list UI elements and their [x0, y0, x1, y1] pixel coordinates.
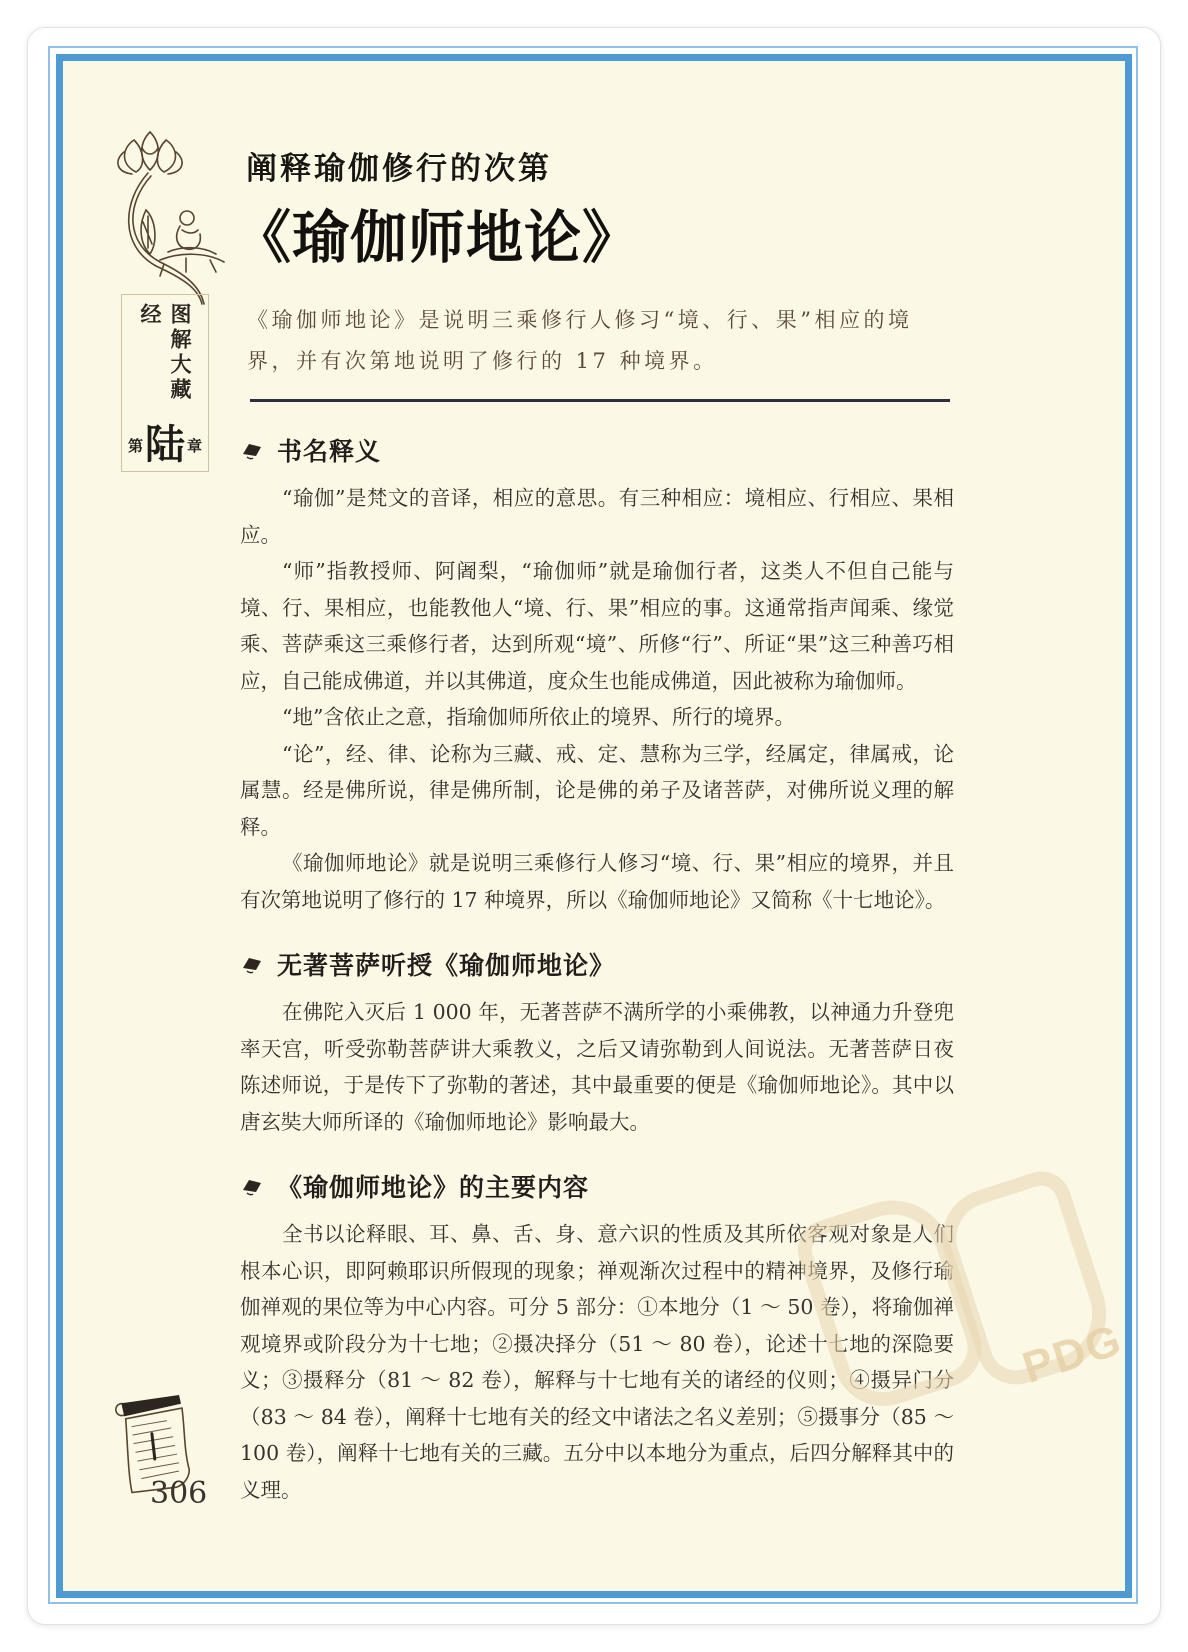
section-heading-2	[240, 946, 954, 982]
section-heading-1	[240, 432, 954, 468]
intro-blurb: 《瑜伽师地论》是说明三乘修行人修习“境、行、果”相应的境界，并有次第地说明了修行的 17 种境界。	[247, 308, 913, 373]
series-title: 图解大藏经	[138, 303, 193, 403]
body-paragraph: “瑜伽”是梵文的音译，相应的意思。有三种相应：境相应、行相应、果相应。	[240, 486, 954, 547]
page-subtitle: 阐释瑜伽修行的次第	[246, 151, 552, 186]
section-heading-label: 书名释义	[277, 438, 382, 466]
body-paragraph: 在佛陀入灭后 1 000 年，无著菩萨不满所学的小乘佛教，以神通力升登兜率天宫，听受弥勒菩萨讲大乘教义，之后又请弥勒到人间说法。无著菩萨日夜陈述师说，于是传下了弥勒的著述，其中最重要的便是《瑜伽师地论》。其中以唐玄奘大师所译的《瑜伽师地论》影响最大。	[240, 1000, 954, 1134]
chapter-prefix: 第	[127, 436, 143, 455]
lotus-illustration-icon	[90, 118, 238, 308]
intro-divider	[250, 399, 950, 402]
page-title: 《瑜伽师地论》	[234, 204, 640, 271]
section-heading-label: 无著菩萨听授《瑜伽师地论》	[277, 952, 616, 980]
body-paragraph: “地”含依止之意，指瑜伽师所依止的境界、所行的境界。	[282, 705, 795, 729]
page-number: 306	[150, 1476, 208, 1511]
body-paragraph: 全书以论释眼、耳、鼻、舌、身、意六识的性质及其所依客观对象是人们根本心识，即阿赖耶识所假现的现象；禅观渐次过程中的精神境界，及修行瑜伽禅观的果位等为中心内容。可分 5 部分：①本地分（1 ～ 50 卷），将瑜伽禅观境界或阶段分为十七地；②摄决择分（51 ～ 80 卷），论述十七地的深隐要义；③摄释分（81 ～ 82 卷），解释与十七地有关的诸经的仪则；④摄异门分（83 ～ 84 卷），阐释十七地有关的经文中诸法之名义差别；⑤摄事分（85 ～ 100 卷），阐释十七地有关的三藏。五分中以本地分为重点，后四分解释其中的义理。	[240, 1222, 954, 1502]
sidebar-label-box	[121, 294, 209, 472]
chapter-suffix: 章	[187, 436, 203, 455]
body-paragraph: “论”，经、律、论称为三藏、戒、定、慧称为三学，经属定，律属戒，论属慧。经是佛所说，律是佛所制，论是佛的弟子及诸菩萨，对佛所说义理的解释。	[240, 741, 954, 839]
body-paragraph: “师”指教授师、阿阇梨，“瑜伽师”就是瑜伽行者，这类人不但自己能与境、行、果相应，也能教他人“境、行、果”相应的事。这通常指声闻乘、缘觉乘、菩萨乘这三乘修行者，达到所观“境”、所修“行”、所证“果”这三种善巧相应，自己能成佛道，并以其佛道，度众生也能成佛道，因此被称为瑜伽师。	[240, 559, 954, 693]
body-paragraph: 《瑜伽师地论》就是说明三乘修行人修习“境、行、果”相应的境界，并且有次第地说明了修行的 17 种境界，所以《瑜伽师地论》又简称《十七地论》。	[240, 851, 954, 912]
ink-stone-icon	[240, 955, 264, 975]
ink-stone-icon	[240, 441, 264, 461]
section-heading-3	[240, 1168, 954, 1204]
watermark-text: PDG	[1016, 1314, 1129, 1393]
chapter-label	[127, 421, 203, 468]
main-text-column	[240, 432, 954, 1508]
section-heading-label: 《瑜伽师地论》的主要内容	[277, 1174, 590, 1202]
chapter-number: 陆	[145, 421, 185, 468]
ink-stone-icon	[240, 1177, 264, 1197]
